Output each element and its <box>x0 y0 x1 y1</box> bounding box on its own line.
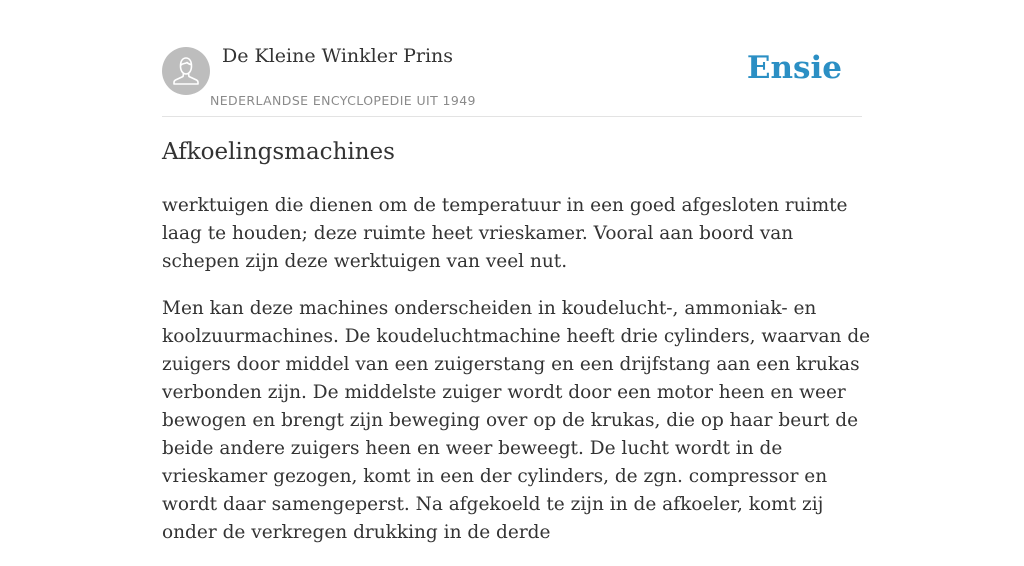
header <box>162 0 862 117</box>
user-silhouette-icon <box>162 47 210 95</box>
author-name[interactable]: De Kleine Winkler Prins <box>222 45 454 67</box>
article-paragraph: Men kan deze machines onderscheiden in koudelucht-, ammoniak- en koolzuurmachines. De koudeluchtmachine heeft drie cylinders, waarvan de zuigers door middel van een zuigerstang en een drijfstang aan een krukas verbonden zijn. De middelste zuiger wordt door een motor heen en weer bewogen en brengt zijn beweging over op de krukas, die op haar beurt de beide andere zuigers heen en weer beweegt. De lucht wordt in de vrieskamer gezogen, komt in een der cylinders, de zgn. compressor en wordt daar samengeperst. Na afgekoeld te zijn in de afkoeler, komt zij onder de verkregen drukking in de derde <box>162 298 871 543</box>
article-title: Afkoelingsmachines <box>162 139 395 165</box>
article-body <box>162 192 872 566</box>
brand-logo[interactable]: Ensie <box>746 50 842 86</box>
avatar[interactable] <box>162 47 210 95</box>
encyclopedia-subtitle: NEDERLANDSE ENCYCLOPEDIE UIT 1949 <box>210 93 476 108</box>
article-paragraph: werktuigen die dienen om de temperatuur in een goed afgesloten ruimte laag te houden; deze ruimte heet vrieskamer. Vooral aan boord van schepen zijn deze werktuigen van veel nut. <box>162 195 848 272</box>
